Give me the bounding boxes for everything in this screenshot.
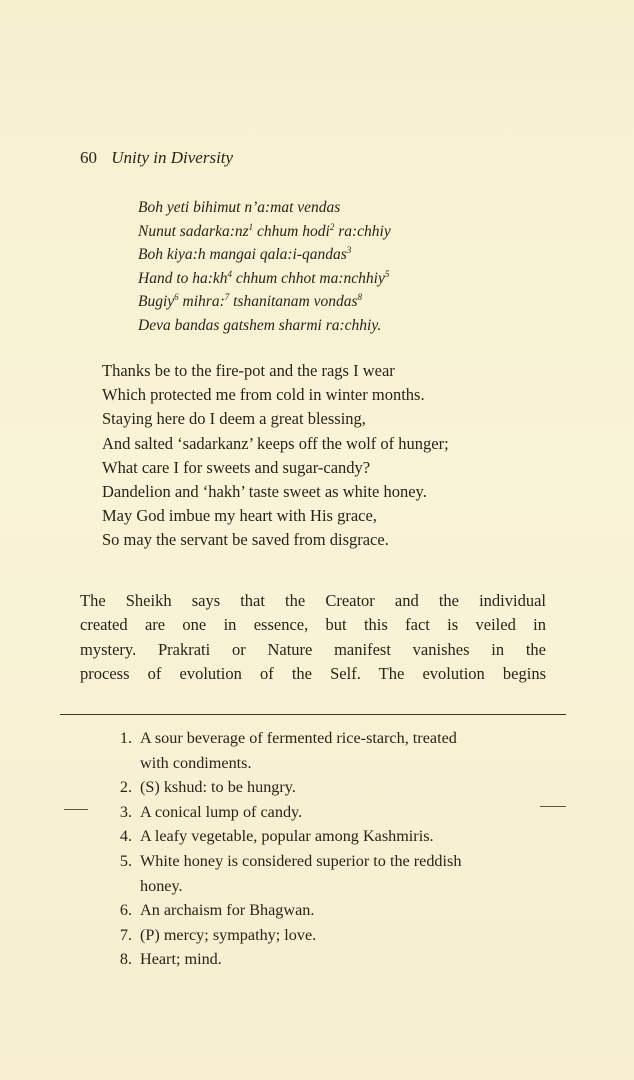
footnote [106,947,461,972]
footnote-number: 8. [119,950,132,969]
footnote [106,898,461,923]
footnote-number: 1. [119,729,132,747]
kashmiri-verse [138,196,391,337]
footnote-text: A sour beverage of fermented rice-starch, treated [140,729,457,747]
translation-line: What care I for sweets and sugar-candy? [102,457,371,477]
footnote-text: (P) mercy; sympathy; love. [140,925,317,944]
footnote [106,849,461,898]
footnote [106,726,461,775]
footnote-ref: 7 [224,291,230,302]
paragraph-line: The Sheikh says that the Creator and the individual [80,591,546,610]
footnote-ref: 4 [227,268,233,279]
footnote [106,824,461,849]
footnotes [106,726,461,972]
footnote [106,923,461,948]
paragraph-line: process of evolution of the Self. The evolution begins [80,664,546,684]
translation-line: Which protected me from cold in winter months. [102,385,425,405]
footnote-text: with condiments. [140,753,252,772]
footnote-text: White honey is considered superior to the reddish [140,851,462,870]
paragraph-line: mystery. Prakrati or Nature manifest vanishes in the [80,639,546,659]
translation-line: And salted ‘sadarkanz’ keeps off the wolf of hunger; [102,433,449,453]
footnote [106,775,461,800]
paragraph-line: created are one in essence, but this fact is veiled in [80,615,546,635]
translation-line: May God imbue my heart with His grace, [102,506,377,526]
margin-mark [64,809,88,810]
footnote-divider [60,714,566,715]
footnote-number: 2. [119,778,132,797]
english-translation [102,359,449,553]
footnote-number: 7. [119,925,132,944]
kashmiri-verse-line: Nunut $sadarka:nz^1$ chhum hodi$^2$ ra:chhiy [138,221,391,240]
footnote-text: A conical lump of candy. [140,802,303,821]
footnote-ref: 2 [329,221,335,232]
running-header [80,148,233,168]
footnote-number: 5. [119,851,132,870]
translation-line: So may the servant be saved from disgrace. [102,530,389,550]
margin-mark [540,806,566,807]
footnote-ref: 8 [357,291,363,302]
kashmiri-verse-line: Bugiy$^6$ mihra:$^7$ tshanitanam vondas$^8$ [138,291,363,310]
footnote-number: 6. [119,901,132,920]
body-paragraph [80,589,546,687]
footnote-text: honey. [140,876,183,895]
footnote-ref: 6 [174,291,179,302]
book-title: Unity in Diversity [111,148,234,167]
footnote-text: (S) kshud: to be hungry. [140,778,296,797]
footnote-text: A leafy vegetable, popular among Kashmiris. [140,827,434,846]
footnote [106,800,461,825]
footnote-ref: 5 [384,268,390,279]
footnote-number: 3. [119,802,132,821]
kashmiri-verse-line: Deva bandas gatshem sharmi ra:chhiy. [138,316,382,334]
kashmiri-verse-line: Boh kiya:h mangai qala:i-qandas$^3$ [138,244,352,263]
footnote-text: Heart; mind. [140,950,222,969]
translation-line: Dandelion and ‘hakh’ taste sweet as white honey. [102,482,427,502]
translation-line: Staying here do I deem a great blessing, [102,409,366,429]
page-number: 60 [80,148,97,167]
footnote-ref: 3 [346,244,352,255]
translation-line: Thanks be to the fire-pot and the rags I wear [102,361,395,380]
footnote-number: 4. [119,827,132,846]
footnote-text: An archaism for Bhagwan. [140,901,315,920]
kashmiri-verse-line: Boh yeti bihimut n’a:mat vendas [138,199,341,216]
kashmiri-verse-line: Hand to $ha:kh^4$ chhum chhot ma:nchhiy$^5$ [138,268,390,287]
footnote-ref: 1 [248,221,254,232]
